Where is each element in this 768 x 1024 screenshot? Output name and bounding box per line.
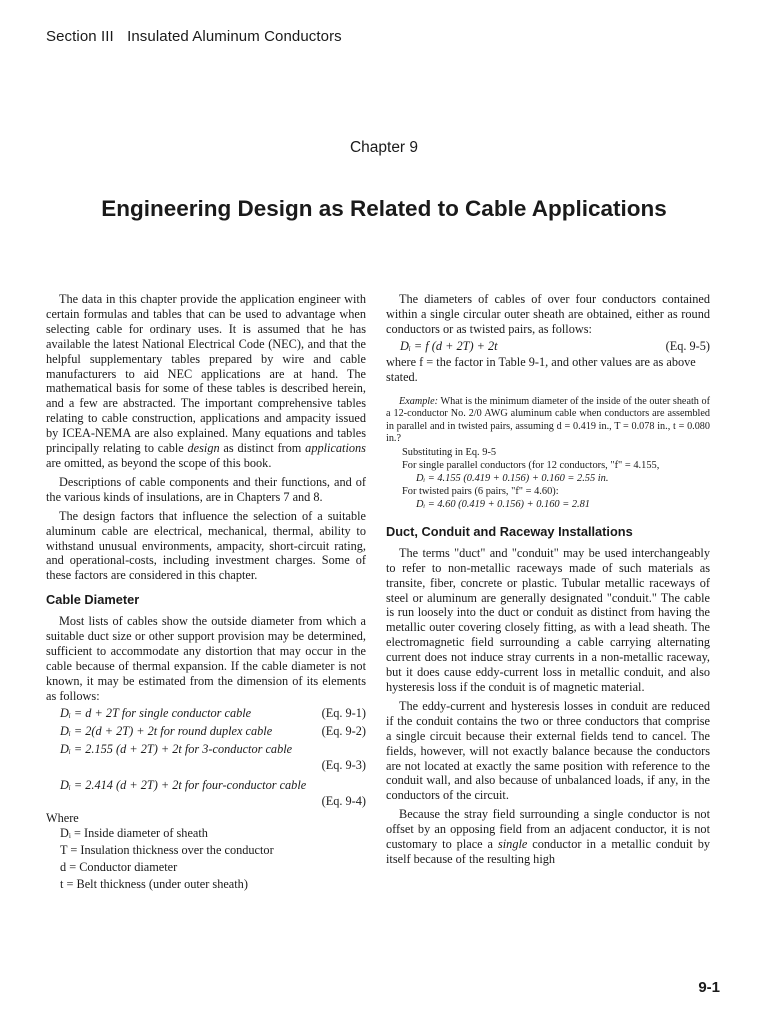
where-label: Where: [46, 810, 79, 825]
example-twisted-result: Dᵢ = 4.60 (0.419 + 0.156) + 0.160 = 2.81: [416, 498, 590, 510]
example-parallel-conductors: For single parallel conductors (for 12 conductors, "f" = 4.155,: [402, 459, 660, 471]
paragraph-duct-conduit: The terms "duct" and "conduit" may be used interchangeably to refer to non-metallic raceways made of such materials as transite, fiber, concrete or plastic. Tubular metallic raceways of steel or aluminum are generally designated "conduit." The cable is run loosely into the duct or conduit as distinct from having the metallic outer covering closely fitting, as with a lead sheath. The electromagnetic field surrounding a cable carrying alternating current does not induce stray currents in a non-metallic raceway, but it does cause eddy-current loss in metallic conduit, and also hysteresis loss if the conduit is of magnetic material.: [386, 545, 710, 694]
left-column: [46, 292, 366, 893]
heading-cable-diameter: Cable Diameter: [46, 592, 140, 608]
right-column: [386, 292, 710, 867]
heading-duct-conduit: Duct, Conduit and Raceway Installations: [386, 523, 633, 539]
chapter-label: Chapter 9: [349, 139, 419, 156]
equation-9-3-number: (Eq. 9-3): [321, 757, 366, 772]
example-twisted-pairs: For twisted pairs (6 pairs, "f" = 4.60):: [402, 485, 559, 497]
paragraph-over-four-conductors: The diameters of cables of over four conductors contained within a single circular outer sheath are obtained, either as round conductors or as twisted pairs, as follows:: [386, 292, 710, 336]
chapter-title: Engineering Design as Related to Cable Applications: [101, 196, 667, 221]
section-title: Insulated Aluminum Conductors: [127, 28, 342, 45]
definition-belt-thickness: t = Belt thickness (under outer sheath): [60, 877, 248, 892]
intro-paragraph: The data in this chapter provide the application engineer with certain formulas and tables that can be used to advantage when selecting cable for ordinary uses. It is assumed that he has available the latest National Electrical Code (NEC), and that the helpful supplementary tables prepared by wire and cable manufacturers to aid NEC applications are at hand. The mathematical basis for some of these tables is described herein, and a few are abstracted. The important comprehensive tables relating to cable construction, applications and ampacity issued by ICEA-NEMA are also explained. Many equations and tables principally relating to cable design as distinct from applications are omitted, as beyond the scope of this book.: [46, 292, 366, 470]
definition-conductor-diameter: d = Conductor diameter: [60, 860, 178, 875]
paragraph-stray-field: Because the stray field surrounding a single conductor is not offset by an opposing field from an adjacent conductor, it is not customary to place a single conductor in a metallic conduit by itself because of the resulting high: [386, 807, 710, 866]
paragraph-components: Descriptions of cable components and their functions, and of the various kinds of insulations, are in Chapters 7 and 8.: [46, 474, 366, 504]
example-question: Example: What is the minimum diameter of the inside of the outer sheath of a 12-conductor No. 2/0 AWG aluminum cable when conductors are assembled in parallel and in twisted pairs, assuming d = 0.419 in., T = 0.078 in., t = 0.080 in.?: [386, 395, 710, 445]
example-parallel-result: Dᵢ = 4.155 (0.419 + 0.156) + 0.160 = 2.55 in.: [416, 472, 609, 484]
equation-9-5: Dᵢ = f (d + 2T) + 2t (Eq. 9-5): [400, 338, 710, 353]
equation-9-3: Dᵢ = 2.155 (d + 2T) + 2t for 3-conductor cable: [60, 741, 293, 756]
equation-9-4-number: (Eq. 9-4): [321, 793, 366, 808]
definition-inside-diameter: Dᵢ = Inside diameter of sheath: [60, 826, 208, 841]
running-header: [46, 28, 351, 45]
paragraph-cable-diameter: Most lists of cables show the outside diameter from which a suitable duct size or other support provision may be determined, sufficient to accommodate any distortion that may occur in the cable because of thermal expansion. If the cable diameter is not known, it may be estimated from the dimension of its elements as follows:: [46, 614, 366, 703]
paragraph-design-factors: The design factors that influence the selection of a suitable aluminum cable are electrical, mechanical, thermal, ability to withstand unusual environments, ampacity, short-circuit rating, and operational-costs, including investment charges. Some of these factors are considered in this chapter.: [46, 508, 366, 583]
section-number: Section III: [46, 28, 114, 45]
variable-definitions: [46, 825, 366, 893]
equation-9-2: Dᵢ = 2(d + 2T) + 2t for round duplex cable (Eq. 9-2): [60, 723, 366, 738]
definition-insulation-thickness: T = Insulation thickness over the conductor: [60, 843, 274, 858]
equation-9-4: Dᵢ = 2.414 (d + 2T) + 2t for four-conductor cable: [60, 777, 307, 792]
paragraph-where-f: where f = the factor in Table 9-1, and other values are as above stated.: [386, 354, 696, 384]
example-substituting: Substituting in Eq. 9-5: [402, 446, 497, 458]
paragraph-eddy-current: The eddy-current and hysteresis losses in conduit are reduced if the conduit contains the two or three conductors that comprise a single circuit because their external fields tend to cancel. The fields, however, will not exactly balance because the conductors are not located at exactly the same position with reference to the conduit wall, and also because of unbalanced loads, if any, in the conductors of the circuit.: [386, 698, 710, 803]
page-number: 9-1: [698, 979, 720, 996]
equation-9-1: Dᵢ = d + 2T for single conductor cable (Eq. 9-1): [60, 705, 366, 720]
